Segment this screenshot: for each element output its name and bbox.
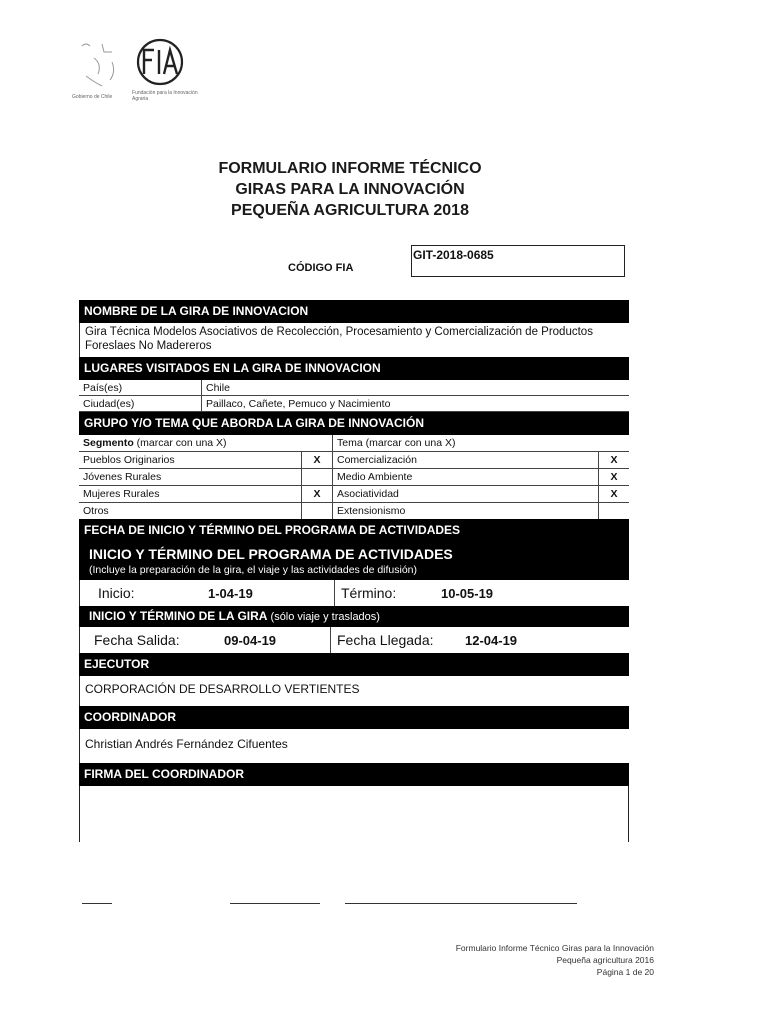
fia-logo bbox=[72, 38, 202, 118]
title-line-3: PEQUEÑA AGRICULTURA 2018 bbox=[231, 202, 469, 219]
gira-dates-row bbox=[79, 627, 629, 653]
table-row bbox=[79, 469, 629, 486]
gira-dates-note: (sólo viaje y traslados) bbox=[267, 611, 380, 623]
logo-left-caption: Gobierno de Chile bbox=[72, 94, 113, 100]
ciudad-value: Paillaco, Cañete, Pemuco y Nacimiento bbox=[202, 396, 630, 412]
programa-dates-row bbox=[79, 580, 629, 606]
salida-value: 09-04-19 bbox=[224, 632, 277, 648]
programa-title: INICIO Y TÉRMINO DEL PROGRAMA DE ACTIVIDADES bbox=[89, 546, 453, 562]
llegada-value: 12-04-19 bbox=[465, 632, 518, 648]
segment-mark: X bbox=[302, 486, 333, 503]
pais-value: Chile bbox=[202, 380, 630, 396]
codigo-fia-value: GIT-2018-0685 bbox=[413, 248, 494, 262]
form-title bbox=[150, 158, 550, 221]
lugares-table bbox=[79, 380, 629, 412]
tema-mark: X bbox=[599, 486, 630, 503]
pais-label: País(es) bbox=[79, 380, 202, 396]
fecha-header: FECHA DE INICIO Y TÉRMINO DEL PROGRAMA DE ACTIVIDADES bbox=[79, 519, 629, 542]
logo-right-caption: Fundación para la Innovación Agraria bbox=[132, 90, 198, 102]
segment-label: Pueblos Originarios bbox=[79, 452, 302, 469]
footer-line-1: Formulario Informe Técnico Giras para la Innovación bbox=[455, 943, 654, 953]
tema-mark bbox=[599, 503, 630, 520]
codigo-fia-label: CÓDIGO FIA bbox=[288, 262, 354, 274]
table-row bbox=[79, 396, 629, 412]
firma-box bbox=[79, 786, 629, 842]
tema-label: Asociatividad bbox=[333, 486, 599, 503]
segment-label: Jóvenes Rurales bbox=[79, 469, 302, 486]
segment-label: Mujeres Rurales bbox=[79, 486, 302, 503]
segment-mark bbox=[302, 469, 333, 486]
programa-note: (Incluye la preparación de la gira, el viaje y las actividades de difusión) bbox=[89, 564, 418, 576]
footer-line-2: Pequeña agricultura 2016 bbox=[556, 955, 654, 965]
ciudad-label: Ciudad(es) bbox=[79, 396, 202, 412]
gira-name-value: Gira Técnica Modelos Asociativos de Recolección, Procesamiento y Comercialización de Productos Foreslaes No Madereros bbox=[79, 323, 629, 357]
title-line-2: GIRAS PARA LA INNOVACIÓN bbox=[235, 181, 465, 198]
codigo-fia-box bbox=[411, 245, 625, 277]
tema-mark: X bbox=[599, 469, 630, 486]
table-row bbox=[79, 486, 629, 503]
tema-label: Comercialización bbox=[333, 452, 599, 469]
tema-heading: Tema (marcar con una X) bbox=[333, 435, 630, 452]
report-form bbox=[79, 300, 629, 842]
termino-value: 10-05-19 bbox=[441, 585, 494, 601]
grupo-tema-table bbox=[79, 435, 629, 519]
firma-header: FIRMA DEL COORDINADOR bbox=[79, 763, 629, 786]
ejecutor-value: CORPORACIÓN DE DESARROLLO VERTIENTES bbox=[79, 676, 629, 706]
tema-label: Extensionismo bbox=[333, 503, 599, 520]
gira-dates-subheader bbox=[79, 606, 629, 627]
table-row bbox=[79, 435, 629, 452]
signature-line bbox=[345, 903, 577, 904]
ejecutor-header: EJECUTOR bbox=[79, 653, 629, 676]
title-line-1: FORMULARIO INFORME TÉCNICO bbox=[218, 160, 482, 177]
page-footer bbox=[400, 942, 654, 978]
table-row bbox=[79, 380, 629, 396]
inicio-value: 1-04-19 bbox=[208, 585, 253, 601]
fia-emblem-icon bbox=[130, 38, 190, 90]
segment-mark bbox=[302, 503, 333, 520]
segment-label: Otros bbox=[83, 505, 109, 517]
table-row bbox=[79, 452, 629, 469]
gira-name-header: NOMBRE DE LA GIRA DE INNOVACION bbox=[79, 300, 629, 323]
segmento-heading: Segmento (marcar con una X) bbox=[79, 435, 333, 452]
termino-label: Término: bbox=[334, 580, 441, 606]
salida-label: Fecha Salida: bbox=[94, 632, 180, 648]
grupo-header: GRUPO Y/O TEMA QUE ABORDA LA GIRA DE INNOVACIÓN bbox=[79, 412, 629, 435]
coordinador-value: Christian Andrés Fernández Cifuentes bbox=[79, 729, 629, 763]
gira-dates-title: INICIO Y TÉRMINO DE LA GIRA bbox=[89, 609, 268, 623]
tema-label: Medio Ambiente bbox=[333, 469, 599, 486]
coordinador-header: COORDINADOR bbox=[79, 706, 629, 729]
tema-mark: X bbox=[599, 452, 630, 469]
llegada-label: Fecha Llegada: bbox=[330, 627, 465, 653]
inicio-label: Inicio: bbox=[98, 585, 135, 601]
programa-subheader bbox=[79, 542, 629, 580]
signature-line bbox=[82, 903, 112, 904]
table-row bbox=[79, 503, 629, 520]
segment-mark: X bbox=[302, 452, 333, 469]
signature-line bbox=[230, 903, 320, 904]
lugares-header: LUGARES VISITADOS EN LA GIRA DE INNOVACION bbox=[79, 357, 629, 380]
footer-page-number: Página 1 de 20 bbox=[596, 967, 654, 977]
